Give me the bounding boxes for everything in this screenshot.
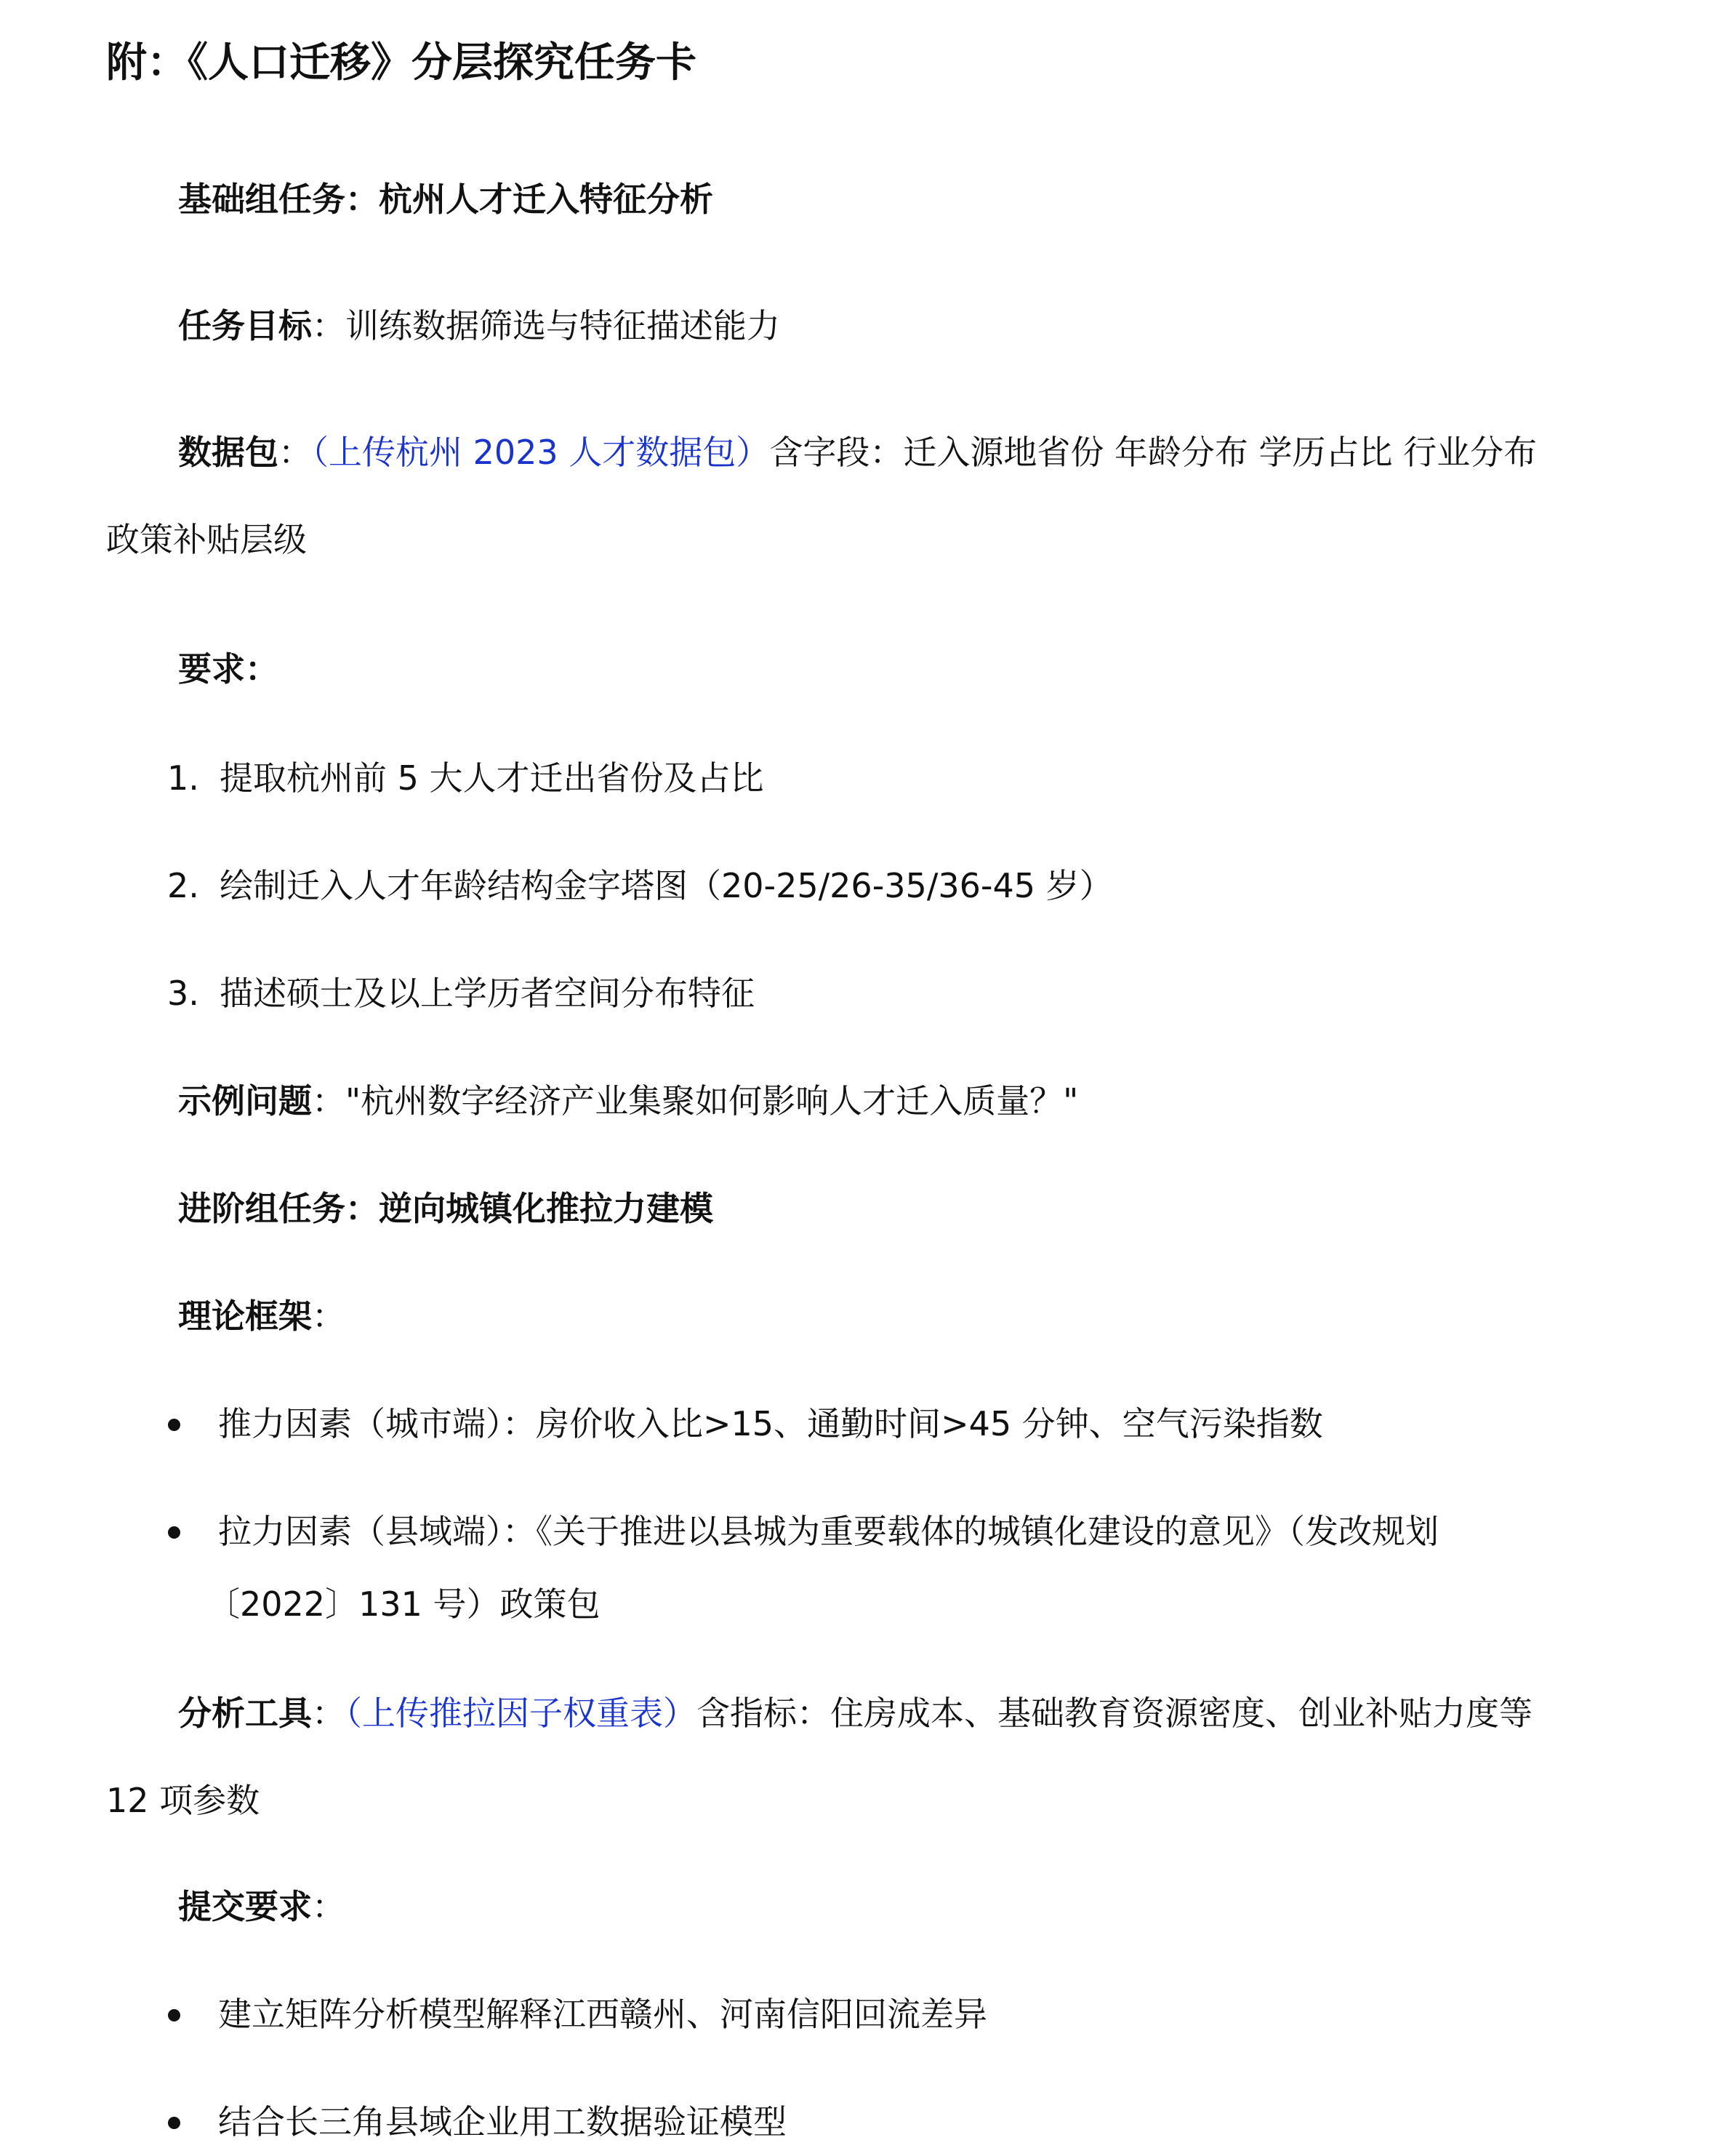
analysis-tool-text: 含指标：住房成本、基础教育资源密度、创业补贴力度等 bbox=[696, 1694, 1533, 1733]
data-package-fields: 含字段：迁入源地省份 年龄分布 学历占比 行业分布 bbox=[769, 433, 1538, 472]
analysis-tool-label: 分析工具 bbox=[178, 1694, 312, 1733]
submission-requirements-label: 提交要求 bbox=[178, 1887, 312, 1926]
bullet-icon bbox=[168, 2117, 180, 2129]
pull-factor-item-cont: 〔2022〕131 号）政策包 bbox=[206, 1584, 601, 1624]
task-goal-text: 训练数据筛选与特征描述能力 bbox=[345, 306, 780, 345]
data-package-label: 数据包 bbox=[178, 433, 278, 472]
requirements-label: 要求： bbox=[178, 649, 278, 689]
data-package-fields-cont: 政策补贴层级 bbox=[106, 520, 307, 559]
bullet-icon bbox=[168, 2009, 180, 2021]
example-question-text: "杭州数字经济产业集聚如何影响人才迁入质量？" bbox=[345, 1081, 1079, 1121]
requirement-number: 3. bbox=[167, 974, 199, 1013]
theory-framework-line bbox=[178, 1294, 345, 1338]
page-title: 附：《人口迁移》分层探究任务卡 bbox=[106, 39, 696, 87]
submission-requirements-line bbox=[178, 1885, 345, 1928]
advanced-task-heading: 进阶组任务：逆向城镇化推拉力建模 bbox=[178, 1189, 713, 1228]
requirement-item bbox=[167, 756, 764, 800]
submission-item: 结合长三角县域企业用工数据验证模型 bbox=[218, 2102, 787, 2141]
example-question-label: 示例问题 bbox=[178, 1081, 312, 1121]
theory-framework-label: 理论框架 bbox=[178, 1297, 312, 1336]
task-goal-label: 任务目标 bbox=[178, 306, 312, 345]
basic-task-heading: 基础组任务：杭州人才迁入特征分析 bbox=[178, 180, 713, 219]
task-goal-line bbox=[178, 304, 780, 348]
bullet-icon bbox=[168, 1419, 180, 1431]
data-package-sep: ： bbox=[278, 433, 312, 472]
push-factor-item: 推力因素（城市端）：房价收入比>15、通勤时间>45 分钟、空气污染指数 bbox=[218, 1404, 1323, 1443]
data-package-line bbox=[178, 430, 1537, 474]
requirement-text: 绘制迁入人才年龄结构金字塔图（20-25/26-35/36-45 岁） bbox=[220, 866, 1113, 905]
requirement-text: 描述硕士及以上学历者空间分布特征 bbox=[220, 974, 755, 1013]
pull-factor-item: 拉力因素（县域端）：《关于推进以县城为重要载体的城镇化建设的意见》（发改规划 bbox=[218, 1512, 1439, 1551]
bullet-icon bbox=[168, 1526, 180, 1539]
requirement-item bbox=[167, 864, 1113, 907]
upload-weight-table-link[interactable]: （上传推拉因子权重表） bbox=[345, 1694, 696, 1733]
task-goal-sep: ： bbox=[312, 306, 345, 345]
upload-data-package-link[interactable]: （上传杭州 2023 人才数据包） bbox=[312, 433, 770, 472]
requirement-number: 1. bbox=[167, 758, 199, 798]
requirement-item bbox=[167, 971, 755, 1015]
requirement-number: 2. bbox=[167, 866, 199, 905]
theory-framework-sep: ： bbox=[312, 1297, 345, 1336]
example-question-sep: ： bbox=[312, 1081, 345, 1121]
submission-item: 建立矩阵分析模型解释江西赣州、河南信阳回流差异 bbox=[218, 1995, 987, 2034]
requirement-text: 提取杭州前 5 大人才迁出省份及占比 bbox=[220, 758, 764, 798]
analysis-tool-sep: ： bbox=[312, 1694, 345, 1733]
submission-requirements-sep: ： bbox=[312, 1887, 345, 1926]
analysis-tool-text-cont: 12 项参数 bbox=[106, 1781, 260, 1820]
example-question-line bbox=[178, 1079, 1078, 1123]
analysis-tool-line bbox=[178, 1691, 1533, 1735]
